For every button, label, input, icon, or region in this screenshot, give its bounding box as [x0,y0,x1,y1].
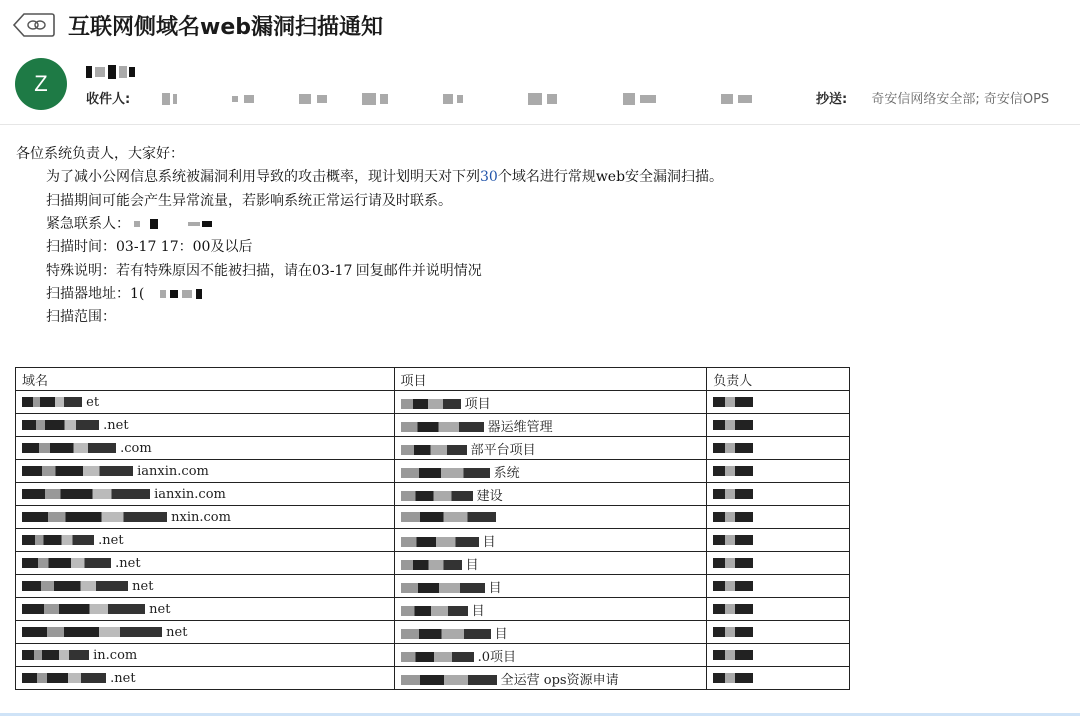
cell-owner [707,437,850,460]
cell-owner [707,598,850,621]
cc-row [816,88,1049,107]
cell-domain: nxin.com [16,506,395,529]
cell-owner [707,644,850,667]
cell-owner [707,483,850,506]
cell-project: 目 [394,575,707,598]
email-subject: 互联网侧域名web漏洞扫描通知 [68,15,383,40]
greeting: 各位系统负责人，大家好： [16,146,184,162]
cell-owner [707,460,850,483]
table-row [16,621,850,644]
recipients-list-redacted[interactable] [150,88,800,104]
cell-project: .0项目 [394,644,707,667]
cell-project: 目 [394,552,707,575]
cell-owner [707,552,850,575]
back-button[interactable] [12,11,56,39]
cell-owner [707,414,850,437]
cell-project: 建设 [394,483,707,506]
table-header-row [16,368,850,391]
cc-recipients[interactable]: 奇安信网络安全部; 奇安信OPS [871,92,1050,107]
cell-owner [707,391,850,414]
table-row [16,644,850,667]
cell-domain: .com [16,437,395,460]
col-project: 项目 [394,368,707,391]
cell-project: 全运营 ops资源申请 [394,667,707,690]
sender-name-redacted[interactable] [86,61,146,79]
cell-domain: .net [16,667,395,690]
cc-label: 抄送: [816,92,848,107]
scanner-address: 扫描器地址：1( [46,283,202,303]
cell-project: 目 [394,621,707,644]
cell-domain: et [16,391,395,414]
col-domain: 域名 [16,368,395,391]
table-row [16,667,850,690]
table-row [16,460,850,483]
cell-project: 系统 [394,460,707,483]
back-arrow-icon [12,11,56,39]
email-header [0,0,1080,125]
cell-project: 器运维管理 [394,414,707,437]
table-row [16,598,850,621]
cell-owner [707,529,850,552]
cell-domain: net [16,575,395,598]
traffic-notice: 扫描期间可能会产生异常流量，若影响系统正常运行请及时联系。 [46,193,452,209]
cell-owner [707,621,850,644]
table-row [16,414,850,437]
table-row [16,437,850,460]
cell-domain: ianxin.com [16,460,395,483]
cell-domain: .net [16,552,395,575]
avatar-letter: Z [34,71,48,96]
emergency-contact: 紧急联系人： [46,213,212,233]
domain-table [15,367,850,690]
scan-time: 扫描时间：03-17 17：00及以后 [46,239,253,255]
recipients-label: 收件人: [86,92,131,107]
cell-domain: net [16,621,395,644]
cell-project: 目 [394,529,707,552]
cell-owner [707,667,850,690]
special-note: 特殊说明：若有特殊原因不能被扫描，请在03-17 回复邮件并说明情况 [46,263,482,279]
table-row [16,506,850,529]
table-row [16,483,850,506]
cell-domain: .net [16,529,395,552]
table-row [16,552,850,575]
table-row [16,575,850,598]
col-owner: 负责人 [707,368,850,391]
cell-project [394,506,707,529]
table-row [16,529,850,552]
cell-owner [707,506,850,529]
cell-project: 项目 [394,391,707,414]
cell-project: 目 [394,598,707,621]
cell-domain: ianxin.com [16,483,395,506]
sender-avatar[interactable] [15,58,67,110]
cell-owner [707,575,850,598]
intro-paragraph: 为了减小公网信息系统被漏洞利用导致的攻击概率，现计划明天对下列30个域名进行常规web安全漏洞扫描。 [46,169,724,185]
cell-project: 部平台项目 [394,437,707,460]
table-row [16,391,850,414]
cell-domain: in.com [16,644,395,667]
scan-scope-label: 扫描范围： [46,309,116,325]
cell-domain: .net [16,414,395,437]
cell-domain: net [16,598,395,621]
